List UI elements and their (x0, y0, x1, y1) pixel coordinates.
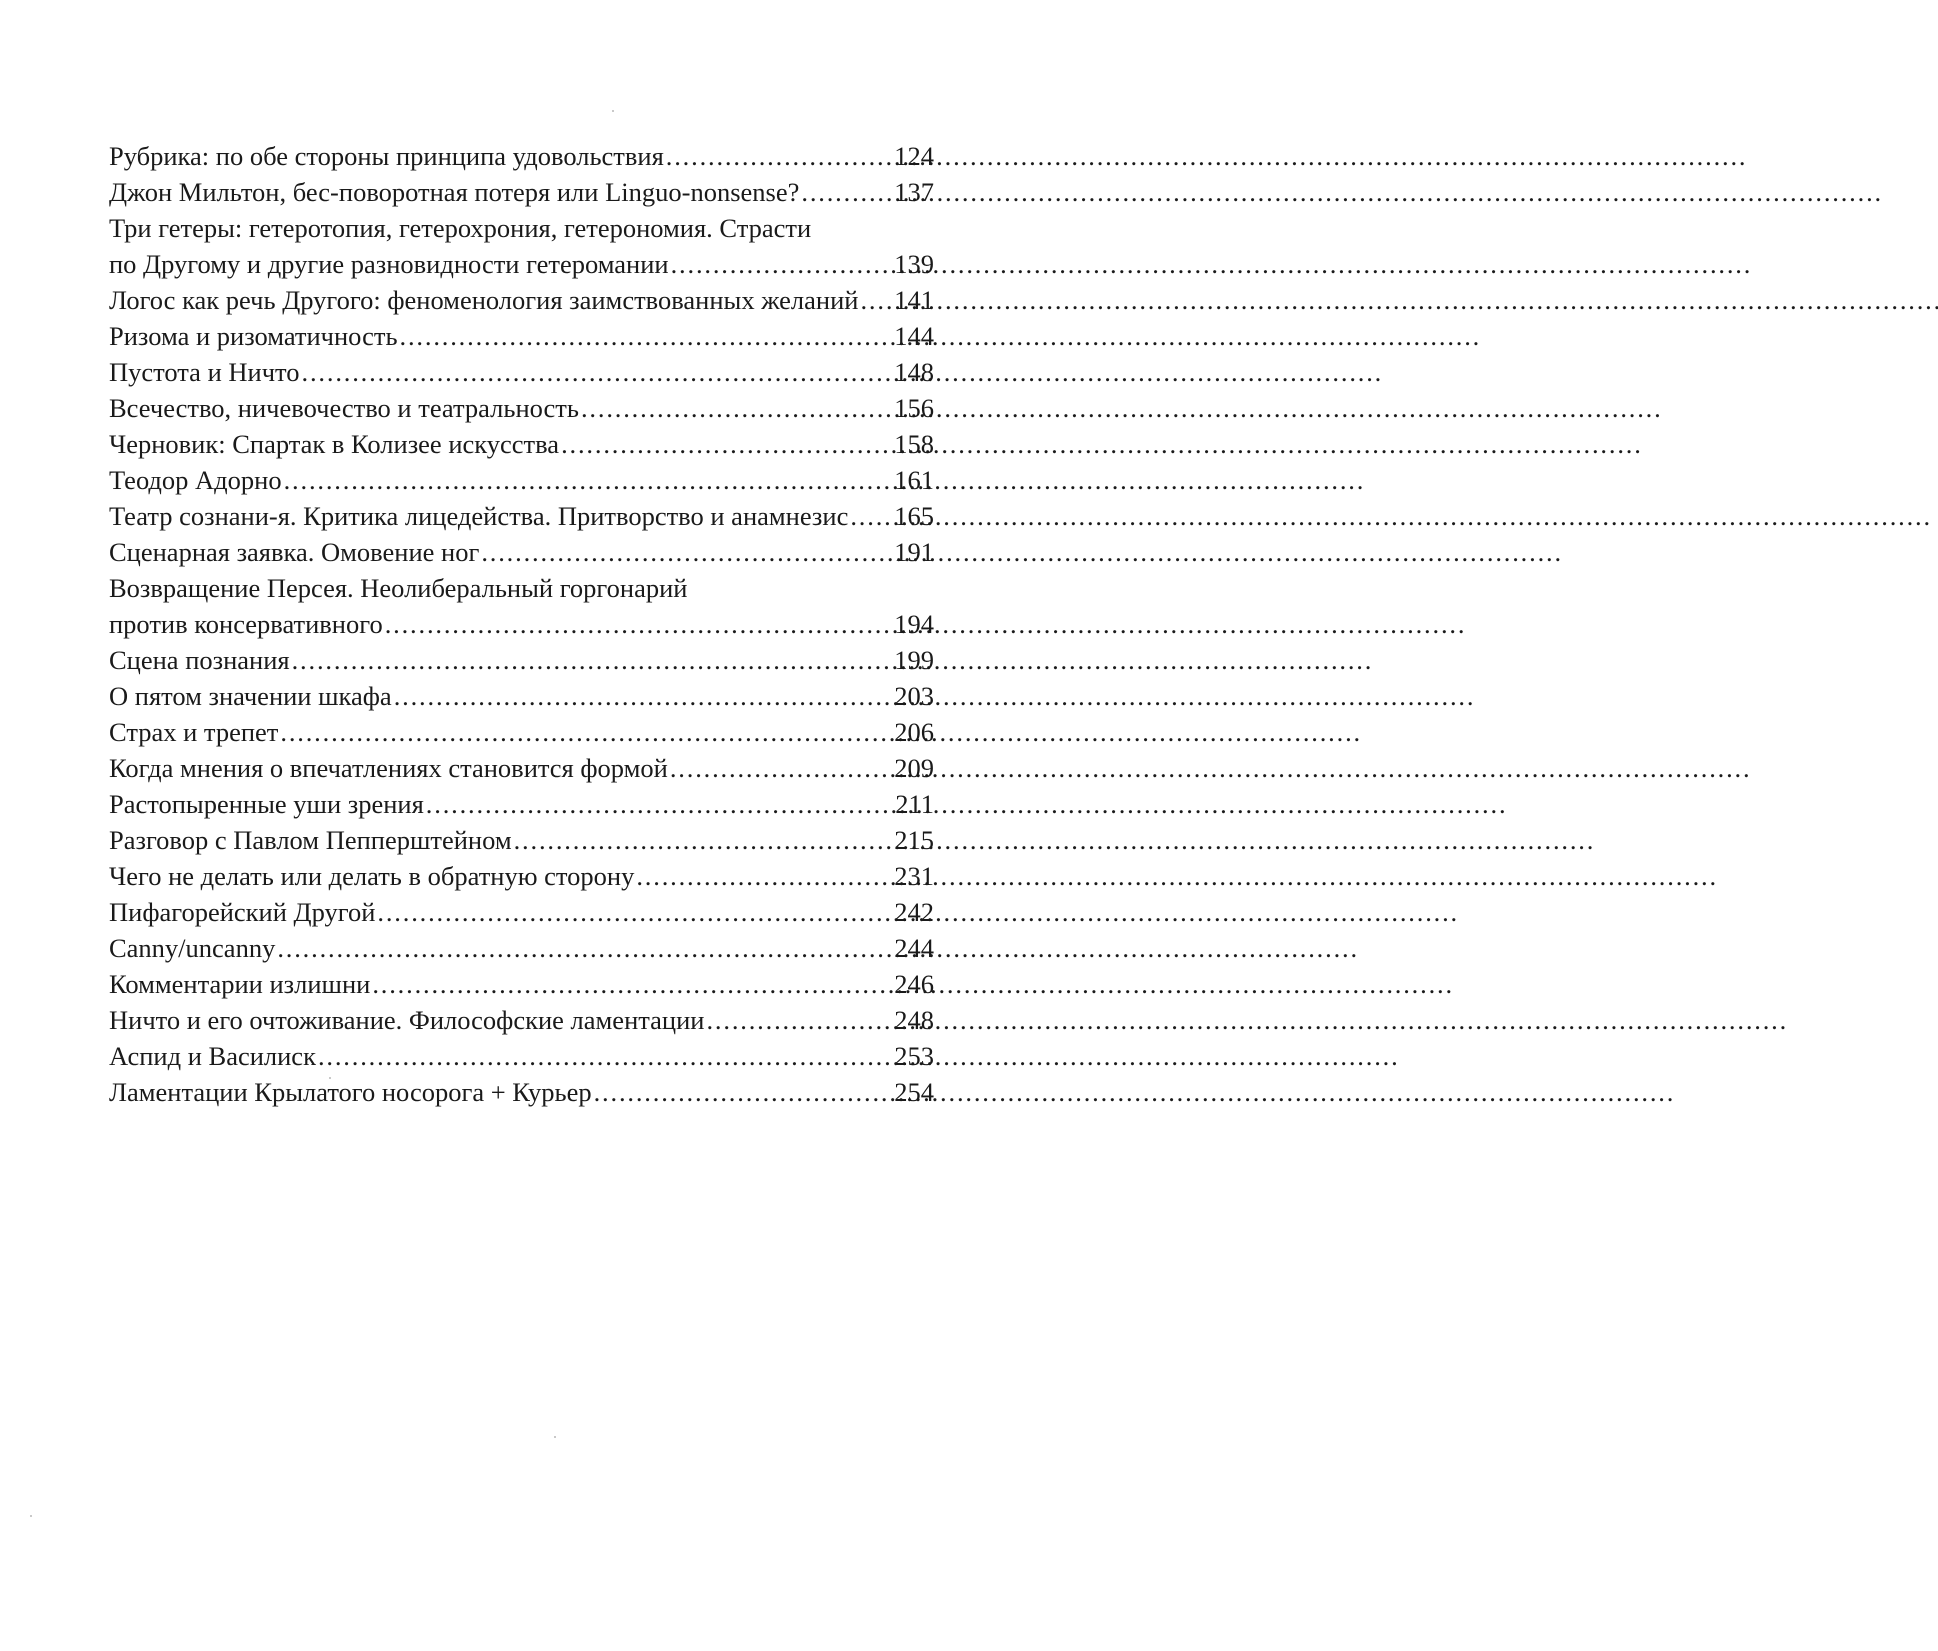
toc-entry[interactable] (109, 822, 934, 858)
toc-entry-title: Сценарная заявка. Омовение ног (109, 537, 480, 567)
toc-entry-title: Ламентации Крылатого носорога + Курьер (109, 1077, 592, 1107)
toc-entry-page: 206 (894, 717, 934, 747)
toc-entry-title: Рубрика: по обе стороны принципа удовольствия (109, 141, 664, 171)
table-of-contents (109, 138, 934, 1110)
toc-entry-title: О пятом значении шкафа (109, 681, 392, 711)
toc-entry[interactable] (109, 534, 934, 570)
toc-entry-page: 211 (895, 789, 934, 819)
dot-leader (400, 318, 893, 354)
toc-entry[interactable] (109, 462, 934, 498)
dot-leader (706, 1002, 892, 1038)
toc-entry-page: 156 (894, 393, 934, 423)
dot-leader (801, 174, 892, 210)
toc-entry-title: Театр сознани-я. Критика лицедейства. Притворство и анамнезис (109, 501, 849, 531)
toc-entry-page: 246 (894, 969, 934, 999)
toc-entry[interactable] (109, 858, 934, 894)
toc-entry-title: Страх и трепет (109, 717, 279, 747)
toc-entry[interactable] (109, 210, 934, 282)
dot-leader (280, 714, 892, 750)
toc-entry[interactable] (109, 390, 934, 426)
toc-entry-title-line1: Три гетеры: гетеротопия, гетерохрония, гетерономия. Страсти (109, 213, 812, 243)
toc-entry[interactable] (109, 498, 934, 534)
toc-entry-title: Растопыренные уши зрения (109, 789, 424, 819)
dot-leader (394, 678, 893, 714)
toc-entry-page: 244 (894, 933, 934, 963)
toc-entry-title: Чего не делать или делать в обратную сторону (109, 861, 635, 891)
toc-entry[interactable] (109, 426, 934, 462)
dot-leader (666, 138, 892, 174)
toc-entry-page: 242 (894, 897, 934, 927)
dot-leader (561, 426, 892, 462)
dot-leader (514, 822, 893, 858)
toc-entry[interactable] (109, 786, 934, 822)
toc-entry-title: Аспид и Василиск (109, 1041, 316, 1071)
toc-entry[interactable] (109, 354, 934, 390)
toc-entry-page: 124 (894, 141, 934, 171)
dot-leader (426, 786, 893, 822)
toc-entry-title-line1: Возвращение Персея. Неолиберальный горгонарий (109, 573, 688, 603)
toc-entry-title: Джон Мильтон, бес-поворотная потеря или Linguo-nonsense? (109, 177, 800, 207)
toc-entry-title: Сцена познания (109, 645, 290, 675)
toc-entry-page: 158 (894, 429, 934, 459)
toc-entry[interactable] (109, 642, 934, 678)
dot-leader (318, 1038, 892, 1074)
dot-leader (671, 246, 893, 282)
toc-entry[interactable] (109, 894, 934, 930)
toc-entry[interactable] (109, 1074, 934, 1110)
toc-entry[interactable] (109, 678, 934, 714)
paper-speck (30, 1515, 32, 1517)
toc-entry-page: 144 (894, 321, 934, 351)
dot-leader (481, 534, 892, 570)
toc-entry-page: 141 (894, 285, 934, 315)
toc-entry-page: 203 (894, 681, 934, 711)
toc-entry[interactable] (109, 282, 934, 318)
toc-entry-title: Логос как речь Другого: феноменология заимствованных желаний (109, 285, 859, 315)
toc-entry-title: Черновик: Спартак в Колизее искусства (109, 429, 560, 459)
paper-speck (554, 1436, 556, 1438)
dot-leader (636, 858, 892, 894)
dot-leader (385, 606, 893, 642)
dot-leader (581, 390, 892, 426)
toc-entry-title: Когда мнения о впечатлениях становится формой (109, 753, 668, 783)
toc-entry-title: Пифагорейский Другой (109, 897, 376, 927)
toc-entry[interactable] (109, 570, 934, 642)
toc-entry-page: 139 (894, 249, 934, 279)
toc-entry-page: 253 (894, 1041, 934, 1071)
dot-leader (377, 894, 892, 930)
toc-entry-page: 231 (894, 861, 934, 891)
toc-entry-title: Ничто и его очтоживание. Философские ламентации (109, 1005, 705, 1035)
dot-leader (277, 930, 892, 966)
toc-entry-page: 248 (894, 1005, 934, 1035)
toc-entry-title: Всечество, ничевочество и театральность (109, 393, 579, 423)
toc-entry[interactable] (109, 750, 934, 786)
toc-entry-title: Теодор Адорно (109, 465, 282, 495)
toc-entry[interactable] (109, 930, 934, 966)
dot-leader (850, 498, 892, 534)
toc-entry[interactable] (109, 174, 934, 210)
toc-entry[interactable] (109, 966, 934, 1002)
toc-entry[interactable] (109, 714, 934, 750)
toc-entry-title: Ризома и ризоматичность (109, 321, 398, 351)
dot-leader (860, 282, 892, 318)
toc-entry-page: 191 (894, 537, 934, 567)
toc-entry-page: 254 (894, 1077, 934, 1107)
toc-entry-page: 161 (894, 465, 934, 495)
toc-entry-title: Разговор с Павлом Пепперштейном (109, 825, 512, 855)
dot-leader (292, 642, 893, 678)
toc-entry[interactable] (109, 1038, 934, 1074)
toc-entry-page: 215 (894, 825, 934, 855)
toc-entry-page: 209 (894, 753, 934, 783)
dot-leader (284, 462, 893, 498)
toc-entry-title: Canny/uncanny (109, 933, 276, 963)
toc-entry[interactable] (109, 138, 934, 174)
toc-entry-page: 148 (894, 357, 934, 387)
toc-entry-title: по Другому и другие разновидности гетеромании (109, 249, 669, 279)
toc-entry-page: 194 (894, 609, 934, 639)
dot-leader (670, 750, 892, 786)
toc-entry-page: 199 (894, 645, 934, 675)
paper-speck (612, 110, 614, 112)
toc-entry-title: Пустота и Ничто (109, 357, 300, 387)
dot-leader (594, 1074, 893, 1110)
toc-entry-page: 137 (894, 177, 934, 207)
toc-entry-title: против консервативного (109, 609, 383, 639)
toc-entry-page: 165 (894, 501, 934, 531)
toc-entry-title: Комментарии излишни (109, 969, 371, 999)
toc-entry[interactable] (109, 318, 934, 354)
dot-leader (372, 966, 892, 1002)
toc-entry[interactable] (109, 1002, 934, 1038)
dot-leader (302, 354, 893, 390)
